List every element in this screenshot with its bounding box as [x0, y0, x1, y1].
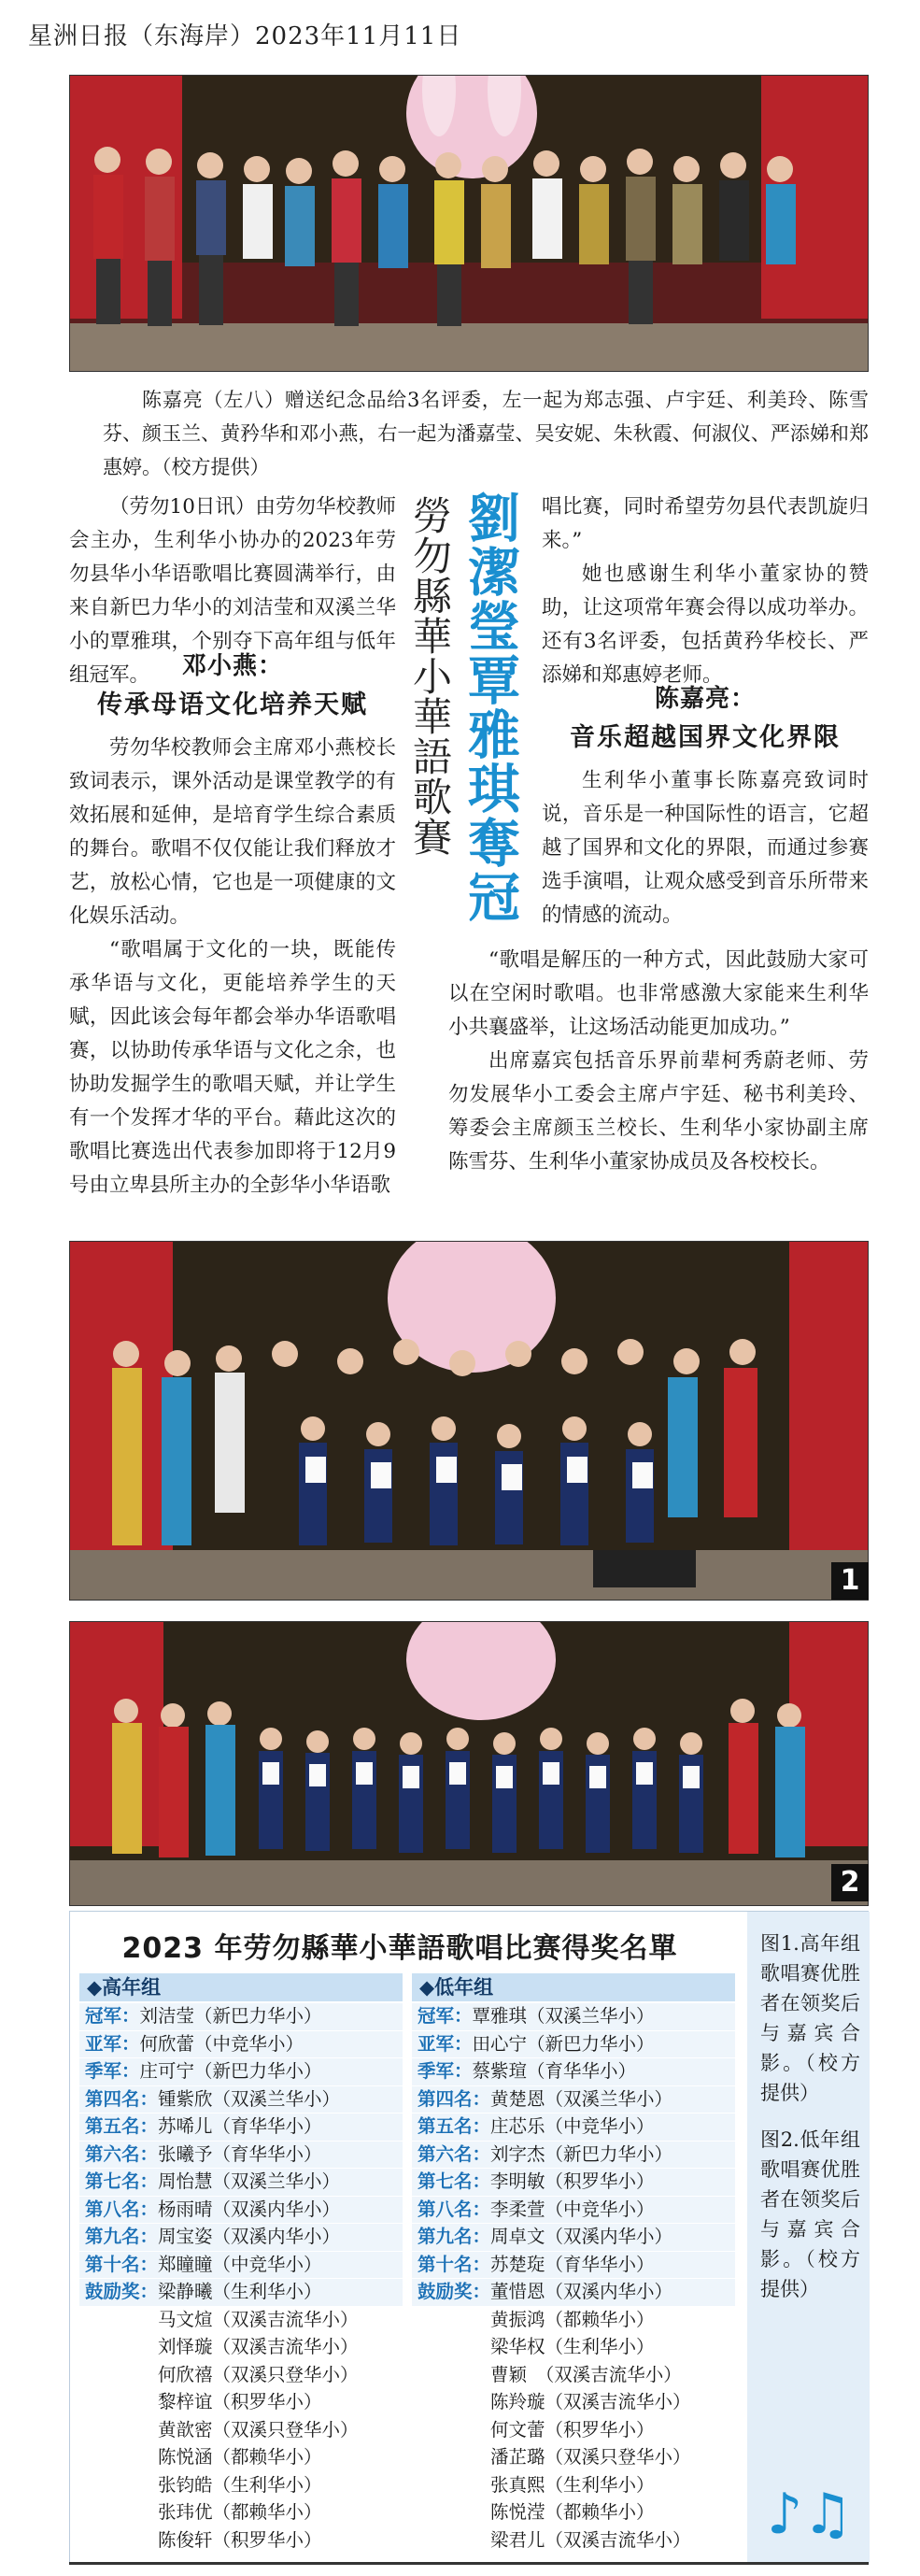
- winner-row: [79, 2086, 403, 2113]
- winner-name: 覃雅琪（双溪兰华小）: [472, 2005, 655, 2027]
- right-para-thanks: 她也感谢生利华小董家协的赞助，让这项常年赛会得以成功举办。还有3名评委，包括黄矜华校长、严添娣和郑惠婷老师。: [542, 562, 869, 687]
- winner-name: 何欣禧（双溪只登华小）: [158, 2363, 359, 2385]
- winner-rank: 第六名：: [85, 2142, 159, 2165]
- winner-row: [412, 2307, 735, 2334]
- speaker-name-chen: 陈嘉亮：: [654, 685, 756, 713]
- winner-name: 潘芷璐（双溪只登华小）: [490, 2446, 691, 2468]
- note-photo-2: 图2.低年组歌唱赛优胜者在领奖后与嘉宾合影。（校方提供）: [760, 2128, 860, 2300]
- winner-name: 梁静曦（生利华小）: [158, 2281, 322, 2302]
- winner-name: 苏唏儿（育华华小）: [158, 2115, 322, 2137]
- right-para-cont: 唱比赛，同时希望劳勿县代表凯旋归来。”: [542, 495, 869, 552]
- music-note-icon: ♪♫: [766, 2482, 853, 2547]
- winner-rank: 季军：: [418, 2060, 473, 2082]
- right-para-1: 生利华小董事长陈嘉亮致词时说，音乐是一种国际性的语言，它超越了国界和文化的界限，而通过参赛选手演唱，让观众感受到音乐所带来的情感的流动。: [542, 769, 869, 927]
- winner-name: 杨雨晴（双溪内华小）: [158, 2198, 341, 2220]
- winner-rank: 第五名：: [85, 2115, 159, 2137]
- winner-name: 董惜恩（双溪内华小）: [490, 2281, 673, 2302]
- winner-row: [79, 2113, 403, 2141]
- winner-row: [79, 2307, 403, 2334]
- winner-row: [79, 2169, 403, 2196]
- winner-name: 马文煊（双溪吉流华小）: [158, 2308, 359, 2330]
- winner-rank: 亚军：: [418, 2032, 473, 2055]
- sub-headline: 勞勿縣華小華語歌賽: [407, 495, 453, 857]
- winner-name: 庄可宁（新巴力华小）: [139, 2060, 322, 2082]
- note-photo-1: 图1.高年组歌唱赛优胜者在领奖后与嘉宾合影。（校方提供）: [760, 1932, 860, 2104]
- winner-name: 黄歆密（双溪只登华小）: [158, 2418, 359, 2441]
- winner-row: [412, 2417, 735, 2444]
- left-para-2: “歌唱属于文化的一块，既能传承华语与文化，更能培养学生的天赋，因此该会每年都会举办华语歌唱赛，以协助传承华语与文化之余，也协助发掘学生的歌唱天赋，并让学生有一个发挥才华的平台。藉此这次的歌唱比赛选出代表参加即将于12月9号由立卑县所主办的全彭华小华语歌: [69, 938, 396, 1197]
- winner-rank: 冠军：: [85, 2005, 140, 2027]
- winner-name: 黄振鸿（都赖华小）: [490, 2308, 655, 2330]
- article-intro: （劳勿10日讯）由劳勿华校教师会主办，生利华小协办的2023年劳勿县华小华语歌唱比赛圆满举行，由来自新巴力华小的刘洁莹和双溪兰华小的覃雅琪，个别夺下高年组与低年组冠军。: [69, 495, 396, 687]
- winner-row: [412, 2444, 735, 2471]
- winner-row: [412, 2169, 735, 2196]
- winner-name: 田心宁（新巴力华小）: [472, 2032, 655, 2055]
- winner-name: 周卓文（双溪内华小）: [490, 2226, 673, 2247]
- winner-row: [412, 2197, 735, 2224]
- winner-row: [412, 2031, 735, 2058]
- winner-row: [412, 2499, 735, 2526]
- winner-name: 张玮优（都赖华小）: [158, 2501, 322, 2523]
- section-title-heritage: 传承母语文化培养天赋: [97, 690, 368, 719]
- junior-group: [412, 1973, 735, 2555]
- winner-row: [79, 2417, 403, 2444]
- winner-name: 庄芯乐（中竞华小）: [490, 2115, 655, 2137]
- winner-rank: 第九名：: [418, 2226, 491, 2247]
- photo-caption: 陈嘉亮（左八）赠送纪念品给3名评委，左一起为郑志强、卢宇廷、利美玲、陈雪芬、颜玉兰、黄矜华和邓小燕，右一起为潘嘉莹、吴安妮、朱秋霞、何淑仪、严添娣和郑惠婷。（校方提供）: [103, 389, 869, 478]
- winners-list: [69, 1911, 869, 2565]
- winner-row: [412, 2252, 735, 2279]
- photo-2-badge: 2: [831, 1864, 869, 1901]
- winner-rank: 亚军：: [85, 2032, 140, 2055]
- winner-row: [412, 2086, 735, 2113]
- winner-row: [79, 2279, 403, 2306]
- right-para-3: 出席嘉宾包括音乐界前辈柯秀蔚老师、劳勿发展华小工委会主席卢宇廷、秘书利美玲、筹委会主席颜玉兰校长、生利华小家协副主席陈雪芬、生利华小董家协成员及各校校长。: [448, 1049, 869, 1174]
- winner-name: 曹颖 （双溪吉流华小）: [490, 2363, 682, 2385]
- winner-rank: 第五名：: [418, 2115, 491, 2137]
- winner-rank: 第七名：: [418, 2170, 491, 2192]
- winner-row: [412, 2003, 735, 2030]
- winner-rank: 冠军：: [418, 2005, 473, 2027]
- left-section: [69, 649, 396, 1203]
- winner-rank: 第八名：: [418, 2198, 491, 2220]
- winner-name: 刘字杰（新巴力华小）: [490, 2142, 673, 2165]
- winner-rank: 第四名：: [418, 2087, 491, 2110]
- senior-group-heading: ◆高年组: [79, 1973, 403, 2001]
- winner-row: [79, 2527, 403, 2555]
- winner-rank: 第八名：: [85, 2198, 159, 2220]
- winner-row: [79, 2334, 403, 2361]
- winner-row: [79, 2389, 403, 2416]
- winner-name: 黎梓谊（积罗华小）: [158, 2391, 322, 2412]
- photo-senior-winners: [69, 1241, 869, 1601]
- winner-name: 刘洁莹（新巴力华小）: [139, 2005, 322, 2027]
- winner-name: 郑瞳瞳（中竞华小）: [158, 2253, 322, 2275]
- winner-name: 陈悦涵（都赖华小）: [158, 2446, 322, 2468]
- winner-name: 何欣蕾（中竞华小）: [139, 2032, 304, 2055]
- right-section: [542, 682, 869, 932]
- winner-row: [79, 2472, 403, 2499]
- winner-rank: 第十名：: [418, 2253, 491, 2275]
- winner-row: [79, 2362, 403, 2389]
- winner-row: [412, 2142, 735, 2169]
- winner-row: [79, 2003, 403, 2030]
- winner-name: 陈悦滢（都赖华小）: [490, 2501, 655, 2523]
- winner-name: 李明敏（积罗华小）: [490, 2170, 655, 2192]
- winner-name: 周怡慧（双溪兰华小）: [158, 2170, 341, 2192]
- winner-rank: 第四名：: [85, 2087, 159, 2110]
- photo-junior-winners: [69, 1621, 869, 1906]
- winner-name: 陈羚璇（双溪吉流华小）: [490, 2391, 691, 2412]
- right-para-2: “歌唱是解压的一种方式，因此鼓励大家可以在空闲时歌唱。也非常感激大家能来生利华小共襄盛举，让这场活动能更加成功。”: [448, 948, 869, 1039]
- winner-name: 苏楚琁（育华华小）: [490, 2253, 655, 2275]
- winner-name: 张真熙（生利华小）: [490, 2473, 655, 2496]
- winner-row: [79, 2252, 403, 2279]
- winner-row: [79, 2499, 403, 2526]
- winner-row: [412, 2113, 735, 2141]
- winner-name: 陈俊轩（积罗华小）: [158, 2528, 322, 2551]
- winner-row: [79, 2058, 403, 2085]
- right-section-lower: [448, 944, 869, 1179]
- winner-row: [412, 2058, 735, 2085]
- winner-name: 张钧皓（生利华小）: [158, 2473, 322, 2496]
- winner-row: [79, 2142, 403, 2169]
- winner-name: 黄楚恩（双溪兰华小）: [490, 2087, 673, 2110]
- main-headline: 劉潔瑩覃雅琪奪冠: [460, 491, 520, 924]
- winner-row: [412, 2334, 735, 2361]
- winner-rank: 第九名：: [85, 2226, 159, 2247]
- photo-1-badge: 1: [831, 1562, 869, 1600]
- right-column: [542, 491, 869, 692]
- speaker-name-deng: 邓小燕：: [181, 652, 283, 680]
- winner-name: 梁君儿（双溪吉流华小）: [490, 2528, 691, 2551]
- top-photo: [69, 75, 869, 372]
- winner-name: 李柔萱（中竞华小）: [490, 2198, 655, 2220]
- winner-name: 何文蕾（积罗华小）: [490, 2418, 655, 2441]
- winner-name: 锺紫欣（双溪兰华小）: [158, 2087, 341, 2110]
- bottom-rule: [69, 2562, 869, 2565]
- winner-name: 张曦予（育华华小）: [158, 2142, 322, 2165]
- section-title-music: 音乐超越国界文化界限: [570, 723, 841, 752]
- winner-name: 梁华权（生利华小）: [490, 2336, 655, 2357]
- winner-rank: 第七名：: [85, 2170, 159, 2192]
- winner-row: [412, 2279, 735, 2306]
- winner-rank: 鼓励奖：: [85, 2281, 159, 2302]
- left-para-1: 劳勿华校教师会主席邓小燕校长致词表示，课外活动是课堂教学的有效拓展和延伸，是培育学生综合素质的舞台。歌唱不仅仅能让我们释放才艺，放松心情，它也是一项健康的文化娱乐活动。: [69, 736, 396, 928]
- winner-name: 刘怿璇（双溪吉流华小）: [158, 2336, 359, 2357]
- winner-row: [412, 2527, 735, 2555]
- winner-row: [412, 2472, 735, 2499]
- winner-row: [79, 2224, 403, 2251]
- winners-list-title: 2023 年劳勿縣華小華語歌唱比赛得奖名單: [121, 1932, 678, 1965]
- senior-group: [79, 1973, 403, 2555]
- winner-rank: 季军：: [85, 2060, 140, 2082]
- masthead: 星洲日报（东海岸）2023年11月11日: [28, 22, 462, 50]
- winner-rank: 第六名：: [418, 2142, 491, 2165]
- winner-row: [412, 2389, 735, 2416]
- winner-row: [79, 2197, 403, 2224]
- junior-group-heading: ◆低年组: [412, 1973, 735, 2001]
- winner-rank: 第十名：: [85, 2253, 159, 2275]
- winner-name: 周宝姿（双溪内华小）: [158, 2226, 341, 2247]
- winner-name: 蔡紫瑄（育华华小）: [472, 2060, 637, 2082]
- winner-row: [412, 2224, 735, 2251]
- winner-rank: 鼓励奖：: [418, 2281, 491, 2302]
- photo-notes: [747, 1912, 870, 2564]
- winner-row: [79, 2031, 403, 2058]
- winner-row: [79, 2444, 403, 2471]
- winner-row: [412, 2362, 735, 2389]
